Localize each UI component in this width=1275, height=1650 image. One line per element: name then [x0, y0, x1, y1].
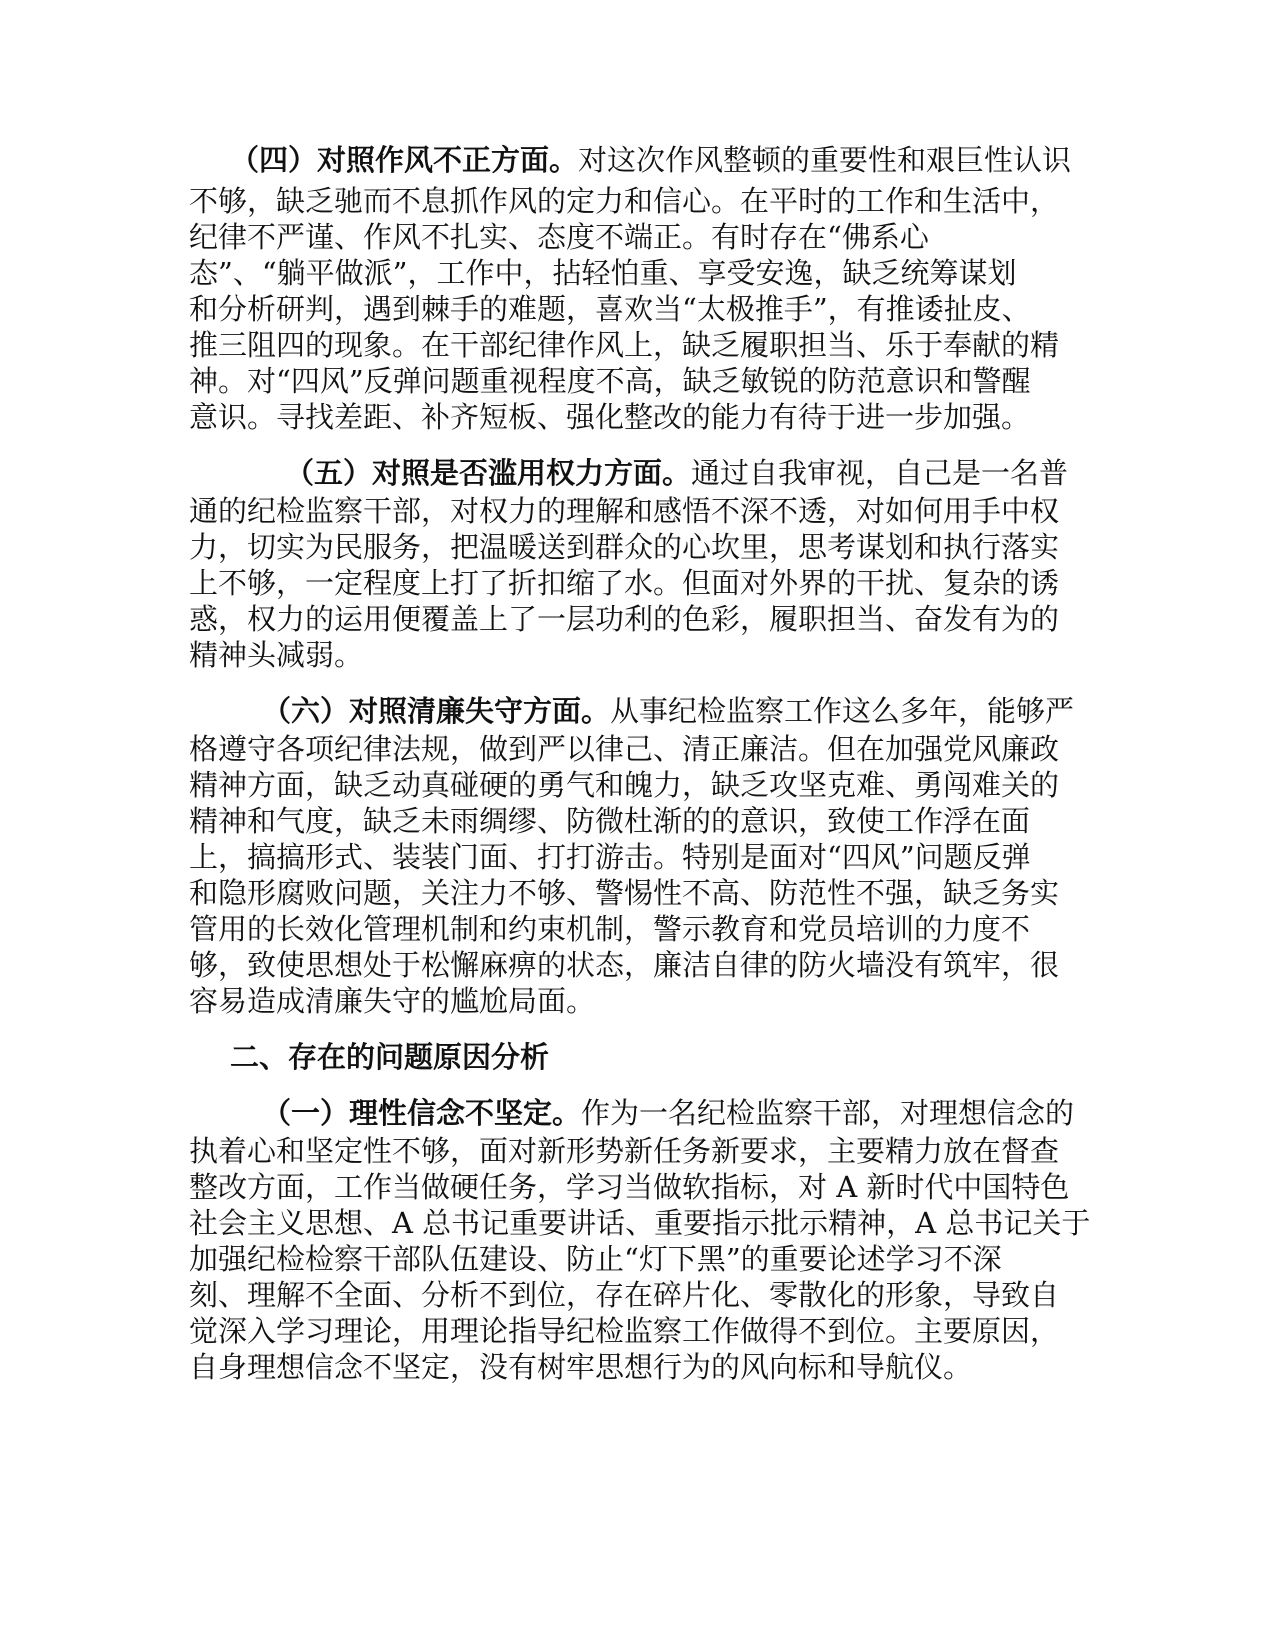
paragraph-2-1-line-8: 自身理想信念不坚定，没有树牢思想行为的风向标和导航仪。 [189, 1350, 973, 1384]
paragraph-4-line-6: 推三阻四的现象。在干部纪律作风上，缺乏履职担当、乐于奉献的精 [189, 328, 1060, 362]
paragraph-2-1-text: 作为一名纪检监察干部，对理想信念的 [581, 1096, 1075, 1130]
paragraph-6-line-9: 容易造成清廉失守的尴尬局面。 [189, 984, 596, 1018]
paragraph-4-line-7: 神。对“四风”反弹问题重视程度不高，缺乏敏锐的防范意识和警醒 [189, 364, 1031, 398]
paragraph-5-line-4: 上不够，一定程度上打了折扣缩了水。但面对外界的干扰、复杂的诱 [189, 566, 1060, 600]
paragraph-6-line-7: 管用的长效化管理机制和约束机制，警示教育和党员培训的力度不 [189, 912, 1031, 946]
paragraph-6-line-2: 格遵守各项纪律法规，做到严以律己、清正廉洁。但在加强党风廉政 [189, 732, 1060, 766]
paragraph-2-1-line-3: 整改方面，工作当做硬任务，学习当做软指标，对 A 新时代中国特色 [189, 1170, 1070, 1204]
paragraph-4-text: 对这次作风整顿的重要性和艰巨性认识 [578, 143, 1072, 177]
paragraph-6-lead: （六）对照清廉失守方面。 [262, 694, 611, 728]
paragraph-2-1-line-4: 社会主义思想、A 总书记重要讲话、重要指示批示精神，A 总书记关于 [189, 1206, 1091, 1240]
paragraph-2-1-line-7: 觉深入学习理论，用理论指导纪检监察工作做得不到位。主要原因， [189, 1314, 1060, 1348]
paragraph-2-1-line-2: 执着心和坚定性不够，面对新形势新任务新要求，主要精力放在督查 [189, 1134, 1060, 1168]
paragraph-2-1-line-5: 加强纪检检察干部队伍建设、防止“灯下黑”的重要论述学习不深 [189, 1242, 1002, 1276]
paragraph-4-line-4: 态”、“躺平做派”，工作中，拈轻怕重、享受安逸，缺乏统筹谋划 [189, 256, 1017, 290]
paragraph-4-line-3: 纪律不严谨、作风不扎实、态度不端正。有时存在“佛系心 [189, 220, 929, 254]
paragraph-4-line-5: 和分析研判，遇到棘手的难题，喜欢当“太极推手”，有推诿扯皮、 [189, 292, 1031, 326]
paragraph-5-line-1 [285, 456, 1068, 490]
paragraph-6-line-4: 精神和气度，缺乏未雨绸缪、防微杜渐的的意识，致使工作浮在面 [189, 804, 1031, 838]
paragraph-4-lead: （四）对照作风不正方面。 [230, 143, 579, 177]
paragraph-6-text: 从事纪检监察工作这么多年，能够严 [610, 694, 1075, 728]
paragraph-6-line-1 [262, 694, 1074, 728]
paragraph-6-line-5: 上，搞搞形式、装装门面、打打游击。特别是面对“四风”问题反弹 [189, 840, 1031, 874]
paragraph-6-line-6: 和隐形腐败问题，关注力不够、警惕性不高、防范性不强，缺乏务实 [189, 876, 1060, 910]
paragraph-4-line-2: 不够，缺乏驰而不息抓作风的定力和信心。在平时的工作和生活中， [189, 184, 1060, 218]
paragraph-5-line-2: 通的纪检监察干部，对权力的理解和感悟不深不透，对如何用手中权 [189, 494, 1060, 528]
paragraph-5-text: 通过自我审视，自己是一名普 [691, 456, 1069, 490]
paragraph-2-1-line-1 [262, 1096, 1074, 1130]
paragraph-6-line-3: 精神方面，缺乏动真碰硬的勇气和魄力，缺乏攻坚克难、勇闯难关的 [189, 768, 1060, 802]
paragraph-6-line-8: 够，致使思想处于松懈麻痹的状态，廉洁自律的防火墙没有筑牢，很 [189, 948, 1060, 982]
paragraph-2-1-lead: （一）理性信念不坚定。 [262, 1096, 582, 1130]
section-heading-2: 二、存在的问题原因分析 [230, 1040, 550, 1074]
paragraph-5-line-5: 惑，权力的运用便覆盖上了一层功利的色彩，履职担当、奋发有为的 [189, 602, 1060, 636]
paragraph-2-1-line-6: 刻、理解不全面、分析不到位，存在碎片化、零散化的形象，导致自 [189, 1278, 1060, 1312]
paragraph-5-lead: （五）对照是否滥用权力方面。 [285, 456, 692, 490]
paragraph-4-line-1 [230, 143, 1071, 177]
paragraph-4-line-8: 意识。寻找差距、补齐短板、强化整改的能力有待于进一步加强。 [189, 400, 1031, 434]
paragraph-5-line-6: 精神头减弱。 [189, 638, 364, 672]
paragraph-5-line-3: 力，切实为民服务，把温暖送到群众的心坎里，思考谋划和执行落实 [189, 530, 1060, 564]
